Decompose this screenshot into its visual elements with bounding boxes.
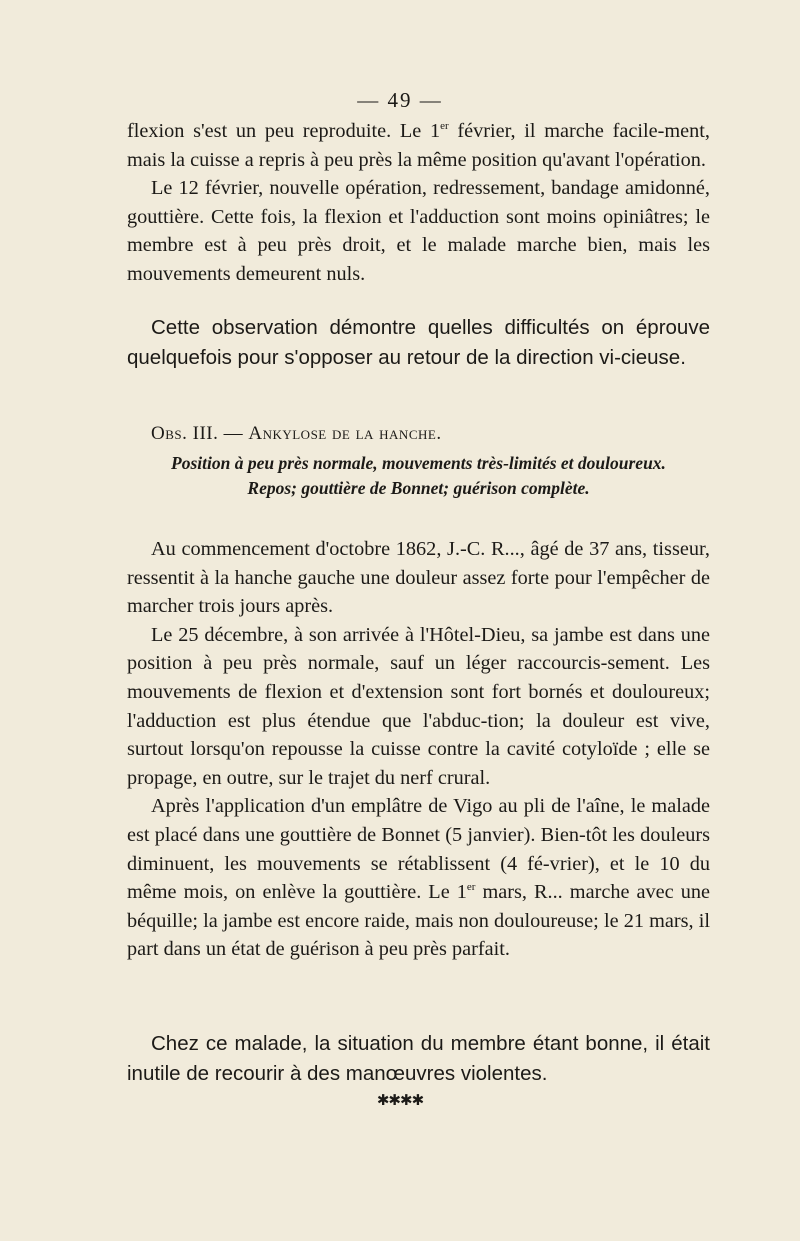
text-block-final	[127, 1029, 710, 1089]
ordinal-superscript: er	[440, 120, 449, 133]
observation-heading	[127, 423, 710, 445]
paragraph-1	[127, 117, 710, 174]
paragraph-5: Le 25 décembre, à son arrivée à l'Hôtel-Dieu, sa jambe est dans une position à peu près normale, sauf un léger raccourcis-sement. Les mouvements de flexion et d'extension sont fort bornés et douloureux; l'adduction est plus étendue que l'abduc-tion; la douleur est vive, surtout lorsqu'on repousse la cuisse contre la cavité cotyloïde ; elle se propage, en outre, sur le trajet du nerf crural.	[127, 623, 710, 789]
text-block-conclusion	[127, 313, 710, 373]
paragraph-6	[127, 792, 710, 964]
paragraph-1-text: flexion s'est un peu reproduite. Le 1	[127, 120, 441, 142]
paragraph-6-text-cont: mars, R... marche avec une béquille; la jambe est encore raide, mais non douloureuse; le 21 mars, il part dans un état de guérison à peu près parfait.	[127, 881, 710, 961]
text-block-top	[127, 117, 710, 289]
summary-line-2: Repos; gouttière de Bonnet; guérison complète.	[247, 478, 590, 498]
observation-title: Ankylose de la hanche.	[248, 423, 442, 444]
paragraph-2: Le 12 février, nouvelle opération, redressement, bandage amidonné, gouttière. Cette fois, la flexion et l'adduction sont moins opiniâtres; le membre est à peu près droit, et le malade marche bien, mais les mouvements demeurent nuls.	[127, 177, 710, 285]
paragraph-3: Cette observation démontre quelles difficultés on éprouve quelquefois pour s'opposer au retour de la direction vi-cieuse.	[127, 316, 710, 369]
summary-line-1: Position à peu près normale, mouvements très-limités et douloureux.	[171, 453, 666, 473]
paragraph-6-text: Après l'application d'un emplâtre de Vigo au pli de l'aîne, le malade est placé dans une gouttière de Bonnet (5 janvier). Bien-tôt les douleurs diminuent, les mouvements se rétablissent (4 fé-vrier), et le 10 du même mois, on enlève la gouttière. Le 1	[127, 795, 710, 904]
observation-summary	[127, 451, 710, 501]
observation-label: Obs. III.	[151, 423, 219, 444]
text-block-case	[127, 535, 710, 964]
ordinal-superscript: er	[466, 881, 476, 894]
paragraph-1-text-cont: février, il marche facile-ment, mais la cuisse a repris à peu près la même position qu'avant l'opération.	[127, 120, 710, 171]
heading-dash: —	[218, 423, 249, 444]
section-stars-ornament: ✱✱✱✱	[376, 1091, 424, 1109]
paragraph-4: Au commencement d'octobre 1862, J.-C. R..., âgé de 37 ans, tisseur, ressentit à la hanche gauche une douleur assez forte pour l'empêcher de marcher trois jours après.	[127, 538, 710, 618]
page-number: — 49 —	[357, 88, 443, 112]
paragraph-7: Chez ce malade, la situation du membre étant bonne, il était inutile de recourir à des manœuvres violentes.	[127, 1032, 710, 1085]
